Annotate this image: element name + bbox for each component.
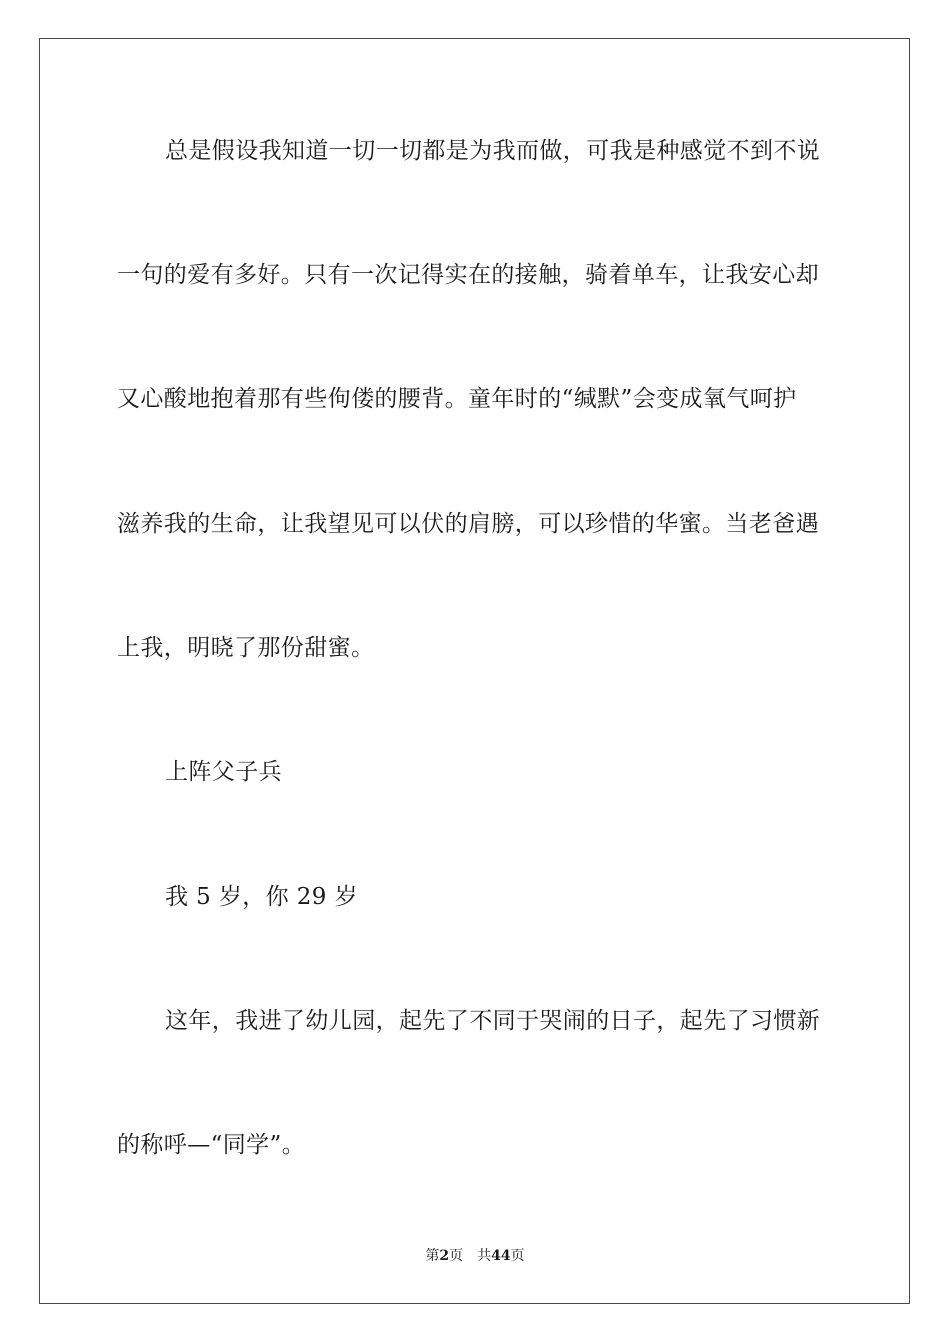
paragraph-line-4: 滋养我的生命，让我望见可以伏的肩膀，可以珍惜的华蜜。当老爸遇 bbox=[117, 511, 819, 537]
age-line: 我 5 岁，你 29 岁 bbox=[165, 884, 358, 910]
page-prefix: 第 bbox=[425, 1248, 440, 1264]
paragraph-line-6: 这年，我进了幼儿园，起先了不同于哭闹的日子，起先了习惯新 bbox=[165, 1008, 821, 1034]
page-suffix: 页 bbox=[449, 1248, 464, 1264]
page-number: 2 bbox=[439, 1248, 450, 1264]
page-footer bbox=[0, 1247, 950, 1265]
total-suffix: 页 bbox=[510, 1248, 525, 1264]
total-pages: 44 bbox=[491, 1248, 511, 1264]
paragraph-line-5: 上我，明晓了那份甜蜜。 bbox=[117, 635, 375, 661]
paragraph-line-1: 总是假设我知道一切一切都是为我而做，可我是种感觉不到不说 bbox=[165, 138, 821, 164]
total-prefix: 共 bbox=[477, 1248, 492, 1264]
paragraph-line-2: 一句的爱有多好。只有一次记得实在的接触，骑着单车，让我安心却 bbox=[117, 262, 819, 288]
paragraph-line-7: 的称呼—“同学”。 bbox=[117, 1132, 306, 1158]
section-heading: 上阵父子兵 bbox=[165, 759, 282, 785]
paragraph-line-3: 又心酸地抱着那有些佝偻的腰背。童年时的“缄默”会变成氧气呵护 bbox=[117, 386, 797, 412]
page-border bbox=[39, 38, 910, 1304]
